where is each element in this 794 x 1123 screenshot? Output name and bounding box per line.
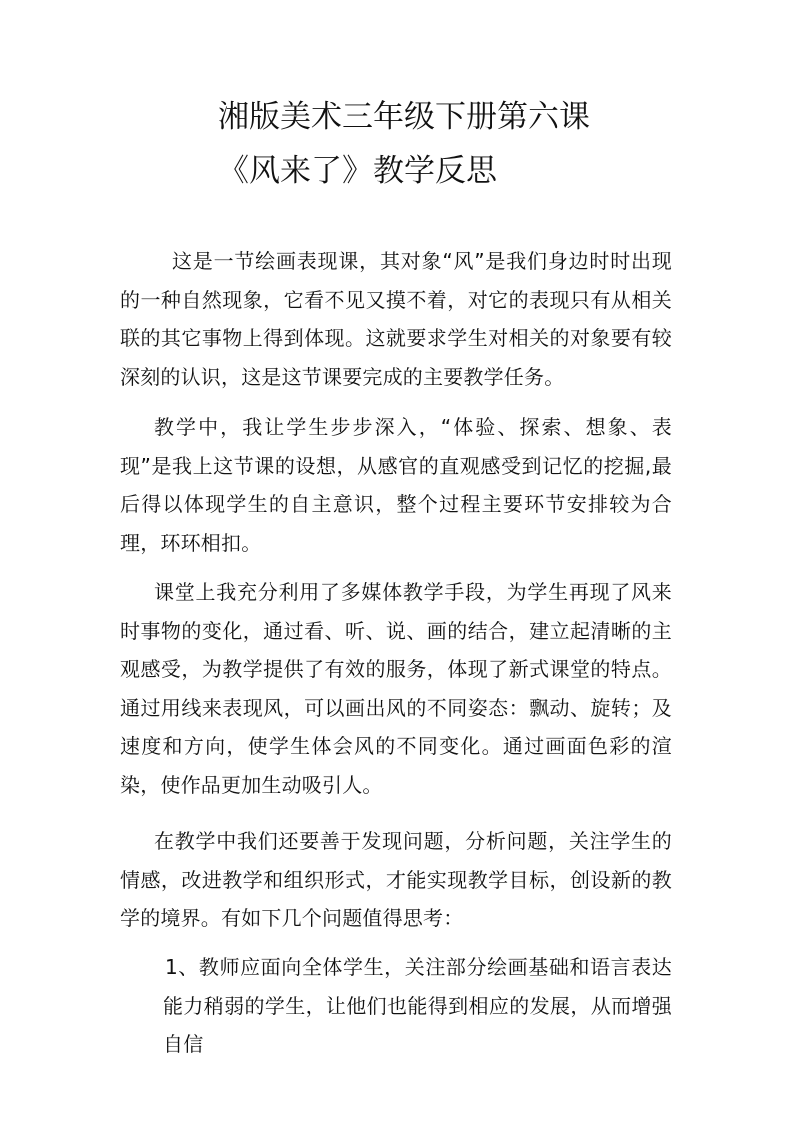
- numbered-paragraph-1: 1、教师应面向全体学生，关注部分绘画基础和语言表达能力稍弱的学生，让他们也能得到相应的发展，从而增强自信: [163, 955, 672, 1057]
- paragraph-1: 这是一节绘画表现课，其对象“风”是我们身边时时出现的一种自然现象，它看不见又摸不着，对它的表现只有从相关联的其它事物上得到体现。这就要求学生对相关的对象要有较深刻的认识，这是这节课要完成的主要教学任务。: [120, 249, 672, 389]
- document-title-line-2: 《风来了》教学反思: [218, 153, 497, 189]
- paragraph-2: 教学中，我让学生步步深入，“体验、探索、想象、表现”是我上这节课的设想，从感官的直观感受到记忆的挖掘,最后得以体现学生的自主意识，整个过程主要环节安排较为合理，环环相扣。: [120, 415, 672, 555]
- paragraph-4: 在教学中我们还要善于发现问题，分析问题，关注学生的情感，改进教学和组织形式，才能实现教学目标，创设新的教学的境界。有如下几个问题值得思考：: [120, 829, 672, 931]
- document-title-line-1: 湘版美术三年级下册第六课: [218, 99, 590, 135]
- paragraph-3: 课堂上我充分利用了多媒体教学手段，为学生再现了风来时事物的变化，通过看、听、说、画的结合，建立起清晰的主观感受，为教学提供了有效的服务，体现了新式课堂的特点。通过用线来表现风，可以画出风的不同姿态：飘动、旋转；及速度和方向，使学生体会风的不同变化。通过画面色彩的渲染，使作品更加生动吸引人。: [120, 580, 672, 797]
